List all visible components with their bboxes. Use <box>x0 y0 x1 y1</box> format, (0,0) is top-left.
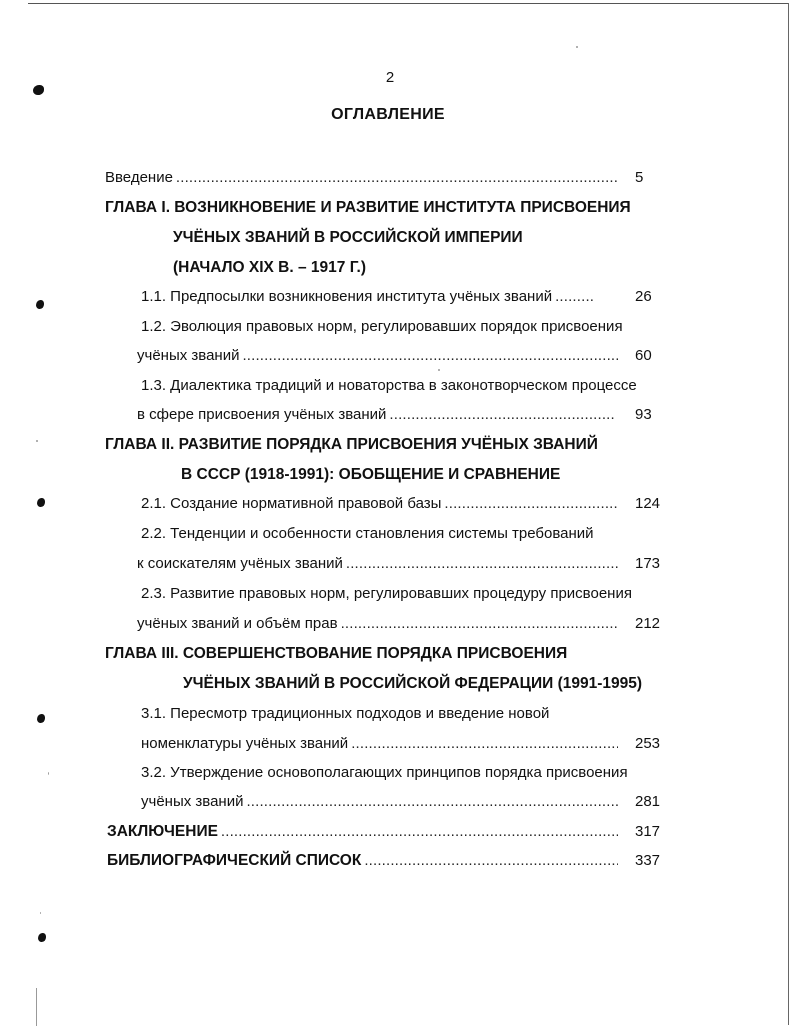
toc-entry-page: 317 <box>635 823 661 840</box>
toc-entry-page: 212 <box>635 615 661 632</box>
scan-speck <box>40 912 41 914</box>
dot-leader <box>555 287 595 307</box>
toc-entry-label: Введение <box>105 169 173 186</box>
toc-entry-2-2-cont <box>137 554 621 574</box>
binding-hole-mark <box>33 85 44 95</box>
page-number: 2 <box>385 69 395 86</box>
toc-entry-2-1[interactable] <box>141 494 621 514</box>
toc-entry-1-2[interactable]: 1.2. Эволюция правовых норм, регулировавших порядок присвоения <box>141 318 623 335</box>
scan-speck <box>36 440 38 442</box>
binding-hole-mark <box>37 714 45 723</box>
dot-leader <box>444 494 618 514</box>
dot-leader <box>351 734 618 754</box>
toc-entry-page: 60 <box>635 347 652 364</box>
toc-entry-1-2-cont <box>137 346 621 366</box>
toc-entry-page: 5 <box>635 169 644 186</box>
scan-speck <box>438 369 440 371</box>
toc-entry-2-3-cont <box>137 614 621 634</box>
chapter-3-heading-line2: УЧЁНЫХ ЗВАНИЙ В РОССИЙСКОЙ ФЕДЕРАЦИИ (1991-1995) <box>183 675 643 692</box>
scan-edge-top <box>28 3 788 4</box>
dot-leader <box>176 168 617 188</box>
toc-entry-label: учёных званий <box>137 347 240 364</box>
toc-entry-label: учёных званий и объём прав <box>137 615 338 632</box>
dot-leader <box>242 346 618 366</box>
toc-entry-label: 1.1. Предпосылки возникновения института учёных званий <box>141 288 553 305</box>
toc-entry-2-2[interactable]: 2.2. Тенденции и особенности становления системы требований <box>141 525 594 542</box>
dot-leader <box>389 405 614 425</box>
scan-edge-left <box>36 988 37 1026</box>
toc-entry-conclusion[interactable] <box>107 822 621 842</box>
toc-entry-label: номенклатуры учёных званий <box>141 735 349 752</box>
chapter-3-heading[interactable]: ГЛАВА III. СОВЕРШЕНСТВОВАНИЕ ПОРЯДКА ПРИСВОЕНИЯ <box>105 645 568 662</box>
toc-entry-page: 281 <box>635 793 661 810</box>
dot-leader <box>246 792 618 812</box>
chapter-1-heading-line3: (НАЧАЛО XIX В. – 1917 Г.) <box>173 259 367 276</box>
scan-edge-right <box>788 3 789 1025</box>
toc-entry-3-1-cont <box>141 734 621 754</box>
toc-entry-page: 93 <box>635 406 652 423</box>
dot-leader <box>346 554 618 574</box>
toc-entry-3-2[interactable]: 3.2. Утверждение основополагающих принципов порядка присвоения <box>141 764 628 781</box>
toc-title: ОГЛАВЛЕНИЕ <box>331 106 445 123</box>
scan-speck <box>48 772 49 775</box>
chapter-2-heading[interactable]: ГЛАВА II. РАЗВИТИЕ ПОРЯДКА ПРИСВОЕНИЯ УЧЁНЫХ ЗВАНИЙ <box>105 436 598 453</box>
toc-entry-label: к соискателям учёных званий <box>137 555 343 572</box>
binding-hole-mark <box>37 498 45 507</box>
toc-entry-intro[interactable] <box>105 168 620 188</box>
toc-entry-bibliography[interactable] <box>107 851 621 871</box>
chapter-2-heading-line2: В СССР (1918-1991): ОБОБЩЕНИЕ И СРАВНЕНИЕ <box>181 466 561 483</box>
toc-entry-1-3[interactable]: 1.3. Диалектика традиций и новаторства в законотворческом процессе <box>141 377 637 394</box>
toc-entry-2-3[interactable]: 2.3. Развитие правовых норм, регулировавших процедуру присвоения <box>141 585 632 602</box>
chapter-1-heading[interactable]: ГЛАВА I. ВОЗНИКНОВЕНИЕ И РАЗВИТИЕ ИНСТИТУТА ПРИСВОЕНИЯ <box>105 199 631 216</box>
toc-entry-page: 124 <box>635 495 661 512</box>
toc-entry-page: 173 <box>635 555 661 572</box>
toc-entry-1-1[interactable] <box>141 287 598 307</box>
toc-entry-page: 26 <box>635 288 652 305</box>
toc-entry-label: ЗАКЛЮЧЕНИЕ <box>107 823 218 840</box>
toc-entry-label: в сфере присвоения учёных званий <box>137 406 387 423</box>
toc-entry-1-3-cont <box>137 405 617 425</box>
toc-entry-page: 337 <box>635 852 661 869</box>
toc-entry-3-2-cont <box>141 792 621 812</box>
toc-entry-label: 2.1. Создание нормативной правовой базы <box>141 495 442 512</box>
dot-leader <box>341 614 618 634</box>
chapter-1-heading-line2: УЧЁНЫХ ЗВАНИЙ В РОССИЙСКОЙ ИМПЕРИИ <box>173 229 523 246</box>
scan-speck <box>576 46 578 48</box>
toc-entry-label: учёных званий <box>141 793 244 810</box>
toc-entry-page: 253 <box>635 735 661 752</box>
toc-entry-label: БИБЛИОГРАФИЧЕСКИЙ СПИСОК <box>107 852 362 869</box>
dot-leader <box>221 822 618 842</box>
binding-hole-mark <box>36 300 44 309</box>
binding-hole-mark <box>38 933 46 942</box>
dot-leader <box>364 851 618 871</box>
toc-entry-3-1[interactable]: 3.1. Пересмотр традиционных подходов и введение новой <box>141 705 550 722</box>
